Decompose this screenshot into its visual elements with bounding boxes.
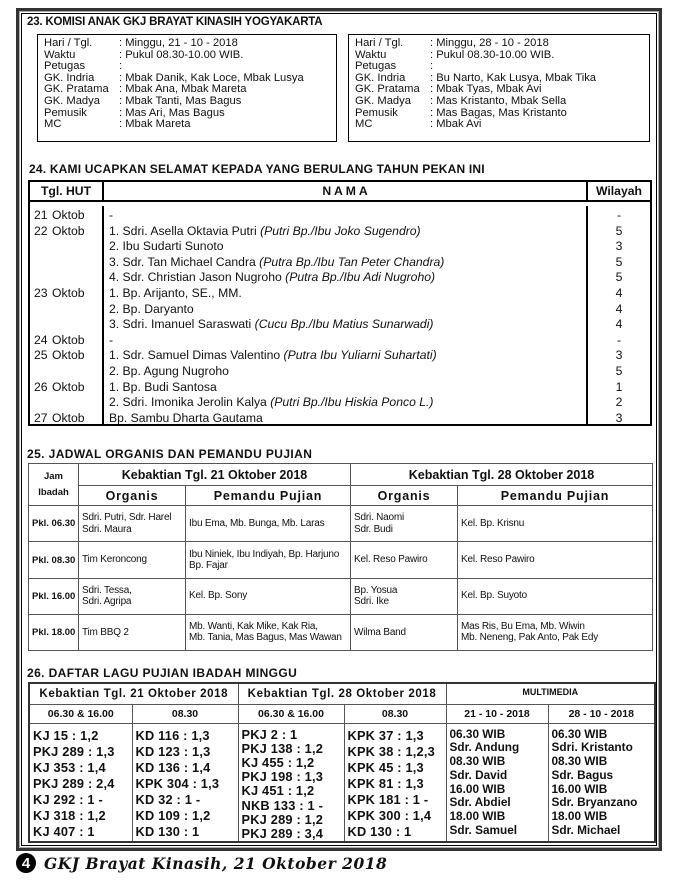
person-name: 1. Sdri. Asella Oktavia Putri bbox=[109, 223, 261, 238]
birthday-date bbox=[30, 333, 102, 349]
birthday-wilayah: 1 bbox=[615, 379, 623, 394]
s1-organis-cell bbox=[79, 614, 186, 650]
header-pemandu-21: Pemandu Pujian bbox=[186, 486, 351, 506]
birthday-day: 27 bbox=[34, 410, 48, 425]
footer-title: GKJ Brayat Kinasih, 21 Oktober 2018 bbox=[44, 853, 388, 873]
info-value: : bbox=[430, 60, 434, 73]
birthday-wilayah: 5 bbox=[615, 363, 623, 378]
cell-line: Bp. Yosua bbox=[354, 584, 398, 596]
song-entry: PKJ 138 : 1,2 bbox=[241, 740, 324, 756]
service-time: Pkl. 16.00 bbox=[29, 578, 79, 614]
song-entry: PKJ 289 : 1,2 bbox=[241, 811, 324, 827]
song-column-header: 06.30 & 16.00 bbox=[29, 704, 132, 723]
birthday-date-column bbox=[30, 206, 104, 424]
birthday-day bbox=[30, 270, 52, 286]
birthday-date bbox=[30, 286, 102, 302]
section-25-title: 25. JADWAL ORGANIS DAN PEMANDU PUJIAN bbox=[27, 447, 313, 461]
info-value: : Mbak Ana, Mbak Mareta bbox=[119, 83, 247, 96]
birthday-wilayah: 2 bbox=[615, 395, 623, 410]
multimedia-entry: 18.00 WIB bbox=[551, 809, 608, 824]
birthday-wilayah-column bbox=[588, 206, 650, 424]
info-label: Waktu bbox=[44, 48, 76, 61]
relation-note: (Putri Bp./Ibu Joko Sugendro) bbox=[260, 223, 421, 238]
song-entry: PKJ 2 : 1 bbox=[241, 726, 298, 742]
info-label: MC bbox=[355, 118, 373, 131]
song-entry: KPK 81 : 1,3 bbox=[347, 775, 424, 791]
cell-line: Bp. Fajar bbox=[189, 560, 228, 571]
song-list-table bbox=[28, 682, 656, 843]
birthday-name bbox=[104, 302, 586, 318]
s1-pemandu-cell bbox=[186, 578, 351, 614]
person-name: 3. Sdr. Tan Michael Candra bbox=[109, 254, 260, 269]
song-column bbox=[344, 723, 446, 842]
song-entry: KPK 45 : 1,3 bbox=[347, 759, 424, 775]
info-label: GK. Madya bbox=[355, 94, 411, 107]
info-value: : Bu Narto, Kak Lusya, Mbak Tika bbox=[430, 71, 597, 84]
relation-note: (Putra Ibu Yuliarni Suhartati) bbox=[283, 348, 437, 363]
birthday-name bbox=[104, 255, 586, 271]
header-multimedia: MULTIMEDIA bbox=[446, 683, 655, 704]
relation-note: (Cucu Bp./Ibu Matius Sunarwadi) bbox=[254, 317, 434, 332]
header-pemandu-28: Pemandu Pujian bbox=[458, 486, 653, 506]
birthday-date bbox=[30, 411, 102, 427]
birthday-name bbox=[104, 333, 586, 349]
page-number-badge: 4 bbox=[16, 853, 36, 873]
birthday-name bbox=[104, 395, 586, 411]
birthday-day: 25 bbox=[34, 348, 48, 363]
birthday-date bbox=[30, 395, 102, 411]
birthday-day: 23 bbox=[34, 285, 48, 300]
song-entry: KD 123 : 1,3 bbox=[135, 743, 211, 759]
birthday-month: Oktob bbox=[52, 348, 85, 363]
kids-commission-schedule-21 bbox=[37, 34, 337, 142]
cell-line: Kel. Bp. Sony bbox=[189, 590, 247, 602]
birthday-name bbox=[104, 364, 586, 380]
song-entry: KJ 451 : 1,2 bbox=[241, 783, 315, 799]
info-row bbox=[355, 50, 643, 62]
kids-commission-schedule-28 bbox=[348, 34, 650, 142]
birthday-name bbox=[104, 411, 586, 427]
multimedia-entry: Sdr. Abdiel bbox=[449, 795, 511, 810]
info-row bbox=[44, 38, 330, 50]
birthday-wilayah: 3 bbox=[615, 410, 623, 425]
info-value: : Mbak Danik, Kak Loce, Mbak Lusya bbox=[119, 71, 304, 84]
cell-line: Mas Ris, Bu Ema, Mb. Wiwin bbox=[461, 620, 585, 632]
cell-line: Mb. Tania, Mas Bagus, Mas Wawan bbox=[189, 632, 342, 644]
info-value: : Pukul 08.30-10.00 WIB. bbox=[119, 48, 244, 61]
song-entry: KJ 292 : 1 - bbox=[33, 791, 103, 807]
birthday-name bbox=[104, 224, 586, 240]
song-entry: KPK 181 : 1 - bbox=[347, 791, 429, 807]
birthday-date bbox=[30, 270, 102, 286]
song-column bbox=[548, 723, 655, 842]
song-column bbox=[446, 723, 548, 842]
s2-organis-cell bbox=[351, 614, 458, 650]
cell-line: Sdri. Putri, Sdr. Harel bbox=[82, 512, 172, 524]
person-name: 1. Bp. Budi Santosa bbox=[109, 379, 217, 394]
s2-organis-cell bbox=[351, 578, 458, 614]
song-entry: KJ 353 : 1,4 bbox=[33, 759, 106, 775]
birthday-date bbox=[30, 380, 102, 396]
birthday-wilayah: - bbox=[616, 208, 622, 222]
birthday-wilayah: 5 bbox=[615, 254, 623, 269]
info-label: GK. Madya bbox=[44, 94, 100, 107]
song-entry: PKJ 289 : 3,4 bbox=[241, 825, 324, 841]
service-time: Pkl. 06.30 bbox=[29, 506, 79, 542]
relation-note: (Putri Bp./Ibu Hiskia Ponco L.) bbox=[270, 395, 434, 410]
song-entry: KJ 15 : 1,2 bbox=[33, 727, 99, 743]
song-entry: KJ 455 : 1,2 bbox=[241, 754, 315, 770]
header-songs-21: Kebaktian Tgl. 21 Oktober 2018 bbox=[29, 683, 238, 704]
birthday-wilayah: 4 bbox=[615, 285, 623, 300]
cell-line: Kel. Bp. Krisnu bbox=[461, 518, 525, 530]
song-entry: KD 109 : 1,2 bbox=[135, 807, 211, 823]
header-tgl-hut: Tgl. HUT bbox=[30, 182, 104, 200]
person-name: 4. Sdr. Christian Jason Nugroho bbox=[109, 270, 286, 285]
person-name: 2. Bp. Daryanto bbox=[109, 301, 194, 316]
person-name: 3. Sdri. Imanuel Saraswati bbox=[109, 317, 255, 332]
person-name: 2. Sdri. Imonika Jerolin Kalya bbox=[109, 395, 271, 410]
info-label: Pemusik bbox=[355, 106, 398, 119]
service-time: Pkl. 08.30 bbox=[29, 542, 79, 578]
person-name: 1. Sdr. Samuel Dimas Valentino bbox=[109, 348, 284, 363]
cell-line: Ibu Niniek, Ibu Indiyah, Bp. Harjuno bbox=[189, 548, 340, 560]
song-entry: PKJ 289 : 2,4 bbox=[33, 775, 115, 791]
multimedia-entry: Sdri. Kristanto bbox=[551, 740, 633, 755]
header-service-28: Kebaktian Tgl. 28 Oktober 2018 bbox=[351, 464, 653, 486]
service-time: Pkl. 18.00 bbox=[29, 614, 79, 650]
cell-line: Kel. Reso Pawiro bbox=[354, 554, 428, 566]
organist-row bbox=[29, 578, 653, 614]
birthday-wilayah: 3 bbox=[615, 348, 623, 363]
person-name: 2. Bp. Agung Nugroho bbox=[109, 363, 229, 378]
cell-line: Sdri. Agripa bbox=[82, 596, 132, 608]
info-row bbox=[355, 119, 643, 131]
birthday-date bbox=[30, 364, 102, 380]
multimedia-entry: Sdr. Andung bbox=[449, 740, 520, 755]
cell-line: Mb. Wanti, Kak Mike, Kak Ria, bbox=[189, 620, 318, 632]
multimedia-entry: 08.30 WIB bbox=[449, 754, 506, 769]
info-value: : Mbak Avi bbox=[430, 118, 482, 131]
multimedia-entry: 16.00 WIB bbox=[551, 781, 608, 796]
organist-row bbox=[29, 506, 653, 542]
birthday-day bbox=[30, 255, 52, 271]
birthday-name bbox=[104, 208, 586, 224]
song-entry: NKB 133 : 1 - bbox=[241, 797, 324, 813]
header-organis-21: Organis bbox=[79, 486, 186, 506]
birthday-table bbox=[28, 180, 652, 426]
multimedia-entry: 18.00 WIB bbox=[449, 809, 506, 824]
song-entry: KD 32 : 1 - bbox=[135, 791, 201, 807]
info-value: : bbox=[119, 60, 123, 73]
birthday-name bbox=[104, 270, 586, 286]
relation-note: (Putra Bp./Ibu Adi Nugroho) bbox=[285, 270, 436, 285]
multimedia-entry: Sdr. David bbox=[449, 767, 508, 782]
info-row bbox=[355, 38, 643, 50]
multimedia-entry: 08.30 WIB bbox=[551, 754, 608, 769]
section-26-title: 26. DAFTAR LAGU PUJIAN IBADAH MINGGU bbox=[27, 666, 298, 680]
song-entry: KJ 407 : 1 bbox=[33, 823, 95, 839]
s2-pemandu-cell bbox=[458, 614, 653, 650]
birthday-name bbox=[104, 380, 586, 396]
header-songs-28: Kebaktian Tgl. 28 Oktober 2018 bbox=[238, 683, 446, 704]
header-wilayah: Wilayah bbox=[596, 184, 642, 198]
s2-pemandu-cell bbox=[458, 542, 653, 578]
birthday-month: Oktob bbox=[52, 379, 85, 394]
multimedia-entry: Sdr. Michael bbox=[551, 823, 621, 838]
cell-line: Kel. Bp. Suyoto bbox=[461, 590, 527, 602]
birthday-wilayah: 5 bbox=[615, 270, 623, 285]
info-label: GK. Pratama bbox=[355, 83, 420, 96]
info-label: Petugas bbox=[44, 60, 86, 73]
multimedia-entry: Sdr. Samuel bbox=[449, 823, 518, 838]
birthday-name bbox=[104, 286, 586, 302]
s1-organis-cell bbox=[79, 542, 186, 578]
birthday-month: Oktob bbox=[52, 410, 85, 425]
info-label: MC bbox=[44, 118, 62, 131]
birthday-name bbox=[104, 317, 586, 333]
header-organis-28: Organis bbox=[351, 486, 458, 506]
multimedia-entry: 06.30 WIB bbox=[551, 726, 608, 741]
birthday-name bbox=[104, 348, 586, 364]
birthday-wilayah: - bbox=[616, 332, 622, 347]
multimedia-entry: 16.00 WIB bbox=[449, 781, 506, 796]
s1-organis-cell bbox=[79, 506, 186, 542]
s1-pemandu-cell bbox=[186, 506, 351, 542]
multimedia-entry: Sdr. Bagus bbox=[551, 767, 614, 782]
info-value: : Mbak Tanti, Mas Bagus bbox=[119, 94, 242, 107]
song-column-header: 06.30 & 16.00 bbox=[238, 704, 344, 723]
cell-line: Sdri. Maura bbox=[82, 523, 132, 535]
birthday-day bbox=[30, 364, 52, 380]
birthday-wilayah: 3 bbox=[615, 239, 623, 254]
song-entry: KPK 37 : 1,3 bbox=[347, 727, 424, 743]
header-nama: N A M A bbox=[104, 182, 588, 200]
birthday-day: 21 bbox=[34, 208, 48, 222]
song-column bbox=[132, 723, 238, 842]
birthday-wilayah: 5 bbox=[615, 223, 623, 238]
birthday-date bbox=[30, 208, 102, 224]
info-value: : Mbak Mareta bbox=[119, 118, 191, 131]
person-name: 1. Bp. Arijanto, SE., MM. bbox=[109, 285, 242, 300]
page-footer bbox=[16, 853, 387, 873]
s2-pemandu-cell bbox=[458, 578, 653, 614]
song-entry: KPK 300 : 1,4 bbox=[347, 807, 432, 823]
person-name: - bbox=[109, 208, 114, 222]
section-23-title: 23. KOMISI ANAK GKJ BRAYAT KINASIH YOGYAKARTA bbox=[27, 16, 323, 28]
birthday-date bbox=[30, 348, 102, 364]
s1-organis-cell bbox=[79, 578, 186, 614]
song-column-header: 21 - 10 - 2018 bbox=[446, 704, 548, 723]
song-entry: KD 130 : 1 bbox=[347, 823, 412, 839]
s1-pemandu-cell bbox=[186, 542, 351, 578]
birthday-day bbox=[30, 395, 52, 411]
person-name: - bbox=[109, 332, 114, 347]
cell-line: Ibu Ema, Mb. Bunga, Mb. Laras bbox=[189, 518, 325, 530]
section-24-title: 24. KAMI UCAPKAN SELAMAT KEPADA YANG BERULANG TAHUN PEKAN INI bbox=[29, 162, 485, 176]
info-row bbox=[355, 96, 643, 108]
song-entry: KD 116 : 1,3 bbox=[135, 727, 210, 743]
birthday-wilayah: 4 bbox=[615, 301, 623, 316]
cell-line: Sdri. Ike bbox=[354, 596, 389, 608]
header-jam-ibadah bbox=[29, 464, 79, 506]
info-value: : Pukul 08.30-10.00 WIB. bbox=[430, 48, 555, 61]
cell-line: Sdri. Naomi bbox=[354, 512, 405, 524]
song-column-header: 08.30 bbox=[132, 704, 238, 723]
birthday-date bbox=[30, 302, 102, 318]
info-label: GK. Pratama bbox=[44, 83, 109, 96]
info-label: GK. Indria bbox=[355, 71, 406, 84]
info-label: Hari / Tgl. bbox=[44, 37, 93, 49]
birthday-wilayah: 4 bbox=[615, 317, 623, 332]
song-entry: KJ 318 : 1,2 bbox=[33, 807, 106, 823]
info-value: : Mas Bagas, Mas Kristanto bbox=[430, 106, 567, 119]
song-entry: KPK 38 : 1,2,3 bbox=[347, 743, 435, 759]
cell-line: Mb. Neneng, Pak Anto, Pak Edy bbox=[461, 632, 599, 644]
song-entry: PKJ 289 : 1,3 bbox=[33, 743, 115, 759]
info-row bbox=[355, 108, 643, 120]
song-entry: KD 136 : 1,4 bbox=[135, 759, 211, 775]
info-value: : Mas Ari, Mas Bagus bbox=[119, 106, 225, 119]
song-column-header: 08.30 bbox=[344, 704, 446, 723]
cell-line: Wilma Band bbox=[354, 626, 406, 638]
birthday-date bbox=[30, 255, 102, 271]
info-label: Petugas bbox=[355, 60, 397, 73]
song-column bbox=[238, 723, 344, 842]
person-name: 2. Ibu Sudarti Sunoto bbox=[109, 239, 224, 254]
cell-line: Kel. Reso Pawiro bbox=[461, 554, 535, 566]
birthday-table-body bbox=[30, 202, 650, 424]
header-jam-label: Jam bbox=[43, 470, 63, 482]
info-label: Pemusik bbox=[44, 106, 87, 119]
song-column-header: 28 - 10 - 2018 bbox=[548, 704, 655, 723]
song-entry: PKJ 198 : 1,3 bbox=[241, 769, 324, 785]
birthday-day bbox=[30, 302, 52, 318]
birthday-day: 26 bbox=[34, 379, 48, 394]
cell-line: Sdri. Tessa, bbox=[82, 584, 132, 596]
song-entry: KD 130 : 1 bbox=[135, 823, 200, 839]
info-row bbox=[44, 96, 330, 108]
organist-schedule-table bbox=[28, 463, 653, 651]
birthday-date bbox=[30, 317, 102, 333]
info-row bbox=[44, 119, 330, 131]
info-label: Hari / Tgl. bbox=[355, 37, 404, 49]
birthday-day bbox=[30, 239, 52, 255]
song-column bbox=[29, 723, 132, 842]
info-row bbox=[44, 50, 330, 62]
person-name: Bp. Sambu Dharta Gautama bbox=[109, 410, 263, 425]
birthday-month: Oktob bbox=[52, 332, 85, 347]
birthday-day: 22 bbox=[34, 223, 48, 238]
info-value: : Minggu, 28 - 10 - 2018 bbox=[430, 37, 549, 49]
info-value: : Mbak Tyas, Mbak Avi bbox=[430, 83, 542, 96]
birthday-date bbox=[30, 239, 102, 255]
birthday-month: Oktob bbox=[52, 223, 85, 238]
birthday-table-header bbox=[30, 182, 650, 202]
header-ibadah-label: Ibadah bbox=[38, 486, 69, 498]
cell-line: Tim BBQ 2 bbox=[82, 626, 129, 638]
birthday-date bbox=[30, 224, 102, 240]
s2-organis-cell bbox=[351, 542, 458, 578]
info-value: : Minggu, 21 - 10 - 2018 bbox=[119, 37, 238, 49]
multimedia-entry: 06.30 WIB bbox=[449, 726, 506, 741]
header-service-21: Kebaktian Tgl. 21 Oktober 2018 bbox=[79, 464, 351, 486]
song-entry: KPK 304 : 1,3 bbox=[135, 775, 220, 791]
info-value: : Mas Kristanto, Mbak Sella bbox=[430, 94, 567, 107]
s2-organis-cell bbox=[351, 506, 458, 542]
info-label: GK. Indria bbox=[44, 71, 95, 84]
multimedia-entry: Sdr. Bryanzano bbox=[551, 795, 638, 810]
birthday-day: 24 bbox=[34, 332, 48, 347]
s2-pemandu-cell bbox=[458, 506, 653, 542]
organist-row bbox=[29, 614, 653, 650]
s1-pemandu-cell bbox=[186, 614, 351, 650]
birthday-month: Oktob bbox=[52, 285, 85, 300]
birthday-day bbox=[30, 317, 52, 333]
organist-row bbox=[29, 542, 653, 578]
relation-note: (Putra Bp./Ibu Tan Peter Chandra) bbox=[259, 254, 445, 269]
cell-line: Tim Keroncong bbox=[82, 554, 147, 566]
birthday-name bbox=[104, 239, 586, 255]
birthday-month: Oktob bbox=[52, 208, 85, 222]
cell-line: Sdr. Budi bbox=[354, 523, 393, 535]
info-label: Waktu bbox=[355, 48, 387, 61]
birthday-name-column bbox=[104, 206, 588, 424]
